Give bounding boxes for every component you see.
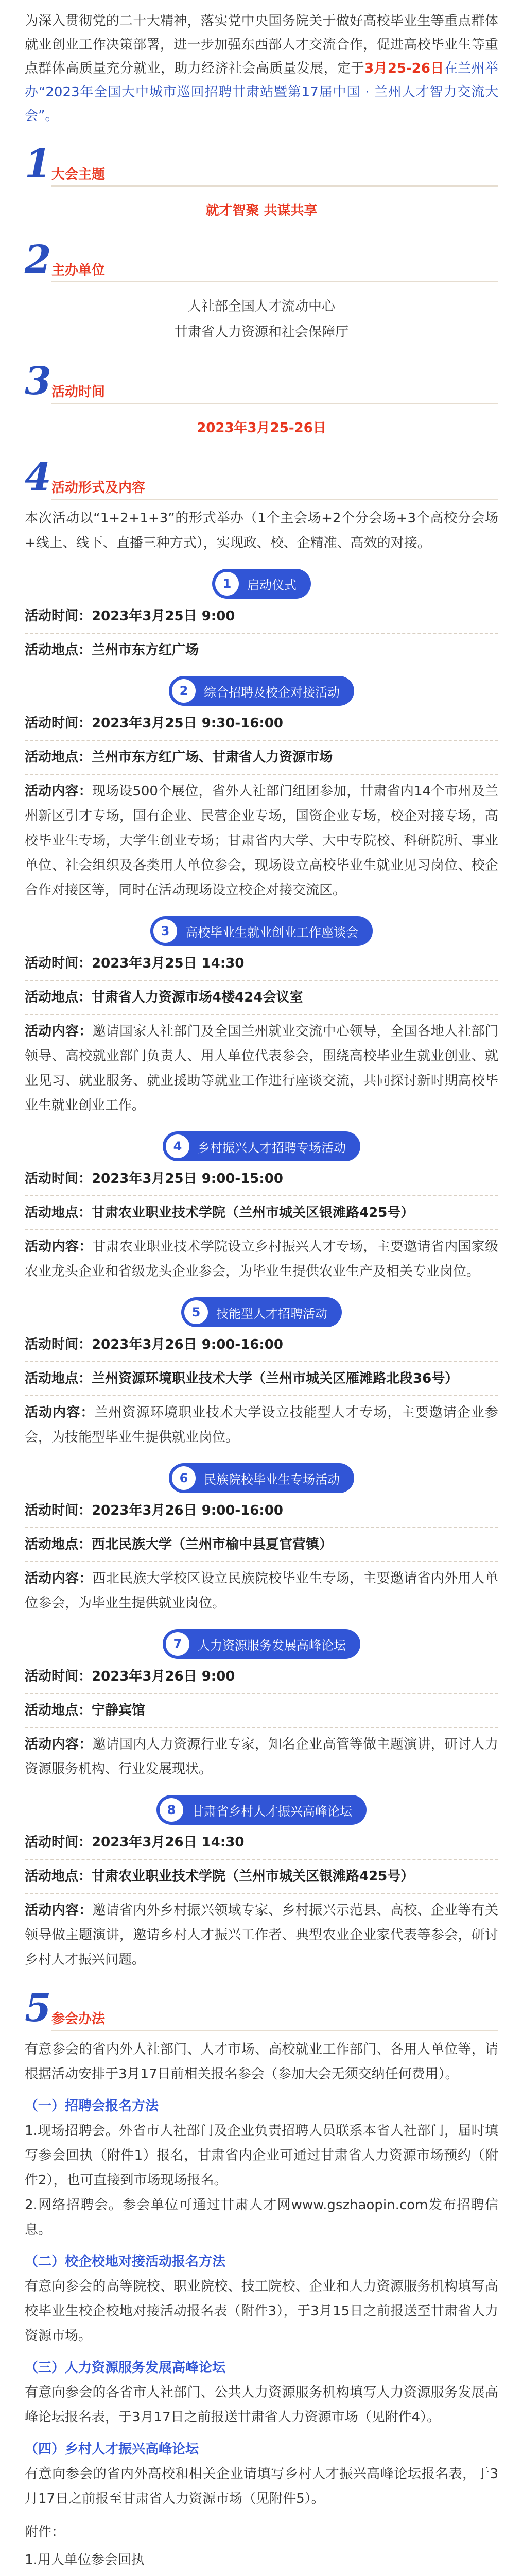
event-block	[25, 916, 498, 1118]
section-header-theme: 1 大会主题	[25, 143, 498, 193]
event-time: 活动时间：2023年3月26日 9:00-16:00	[25, 1337, 283, 1352]
join-sub-4: （四）乡村人才振兴高峰论坛	[25, 2442, 199, 2457]
event-title-pill	[163, 1629, 360, 1659]
event-place: 活动地点：西北民族大学（兰州市榆中县夏官营镇）	[25, 1537, 333, 1552]
attachments-title: 附件：	[25, 2524, 65, 2540]
event-desc: 活动内容：西北民族大学校区设立民族院校毕业生专场，主要邀请省内外用人单位参会，为毕业生提供就业岗位。	[25, 1571, 498, 1611]
intro-date-highlight: 3月25-26日	[364, 61, 444, 76]
join-sub-3: （三）人力资源服务发展高峰论坛	[25, 2360, 226, 2376]
event-number: 6	[172, 1466, 196, 1490]
event-title-pill	[156, 1795, 367, 1825]
section-header-organizers: 2 主办单位	[25, 239, 498, 289]
intro-tail: 在兰州举办“2023年全国大中城市巡回招聘甘肃站暨第17届中国 · 兰州人才智力交流大会”。	[25, 61, 498, 124]
organizer-2: 甘肃省人力资源和社会保障厅	[174, 325, 348, 340]
join-sub-4-text: 有意向参会的省内外高校和相关企业请填写乡村人才振兴高峰论坛报名表，于3月17日之前报至甘肃省人力资源市场（见附件5）。	[25, 2466, 498, 2506]
event-dates: 2023年3月25-26日	[197, 420, 326, 436]
section-header-time: 3 活动时间	[25, 361, 498, 410]
event-number: 2	[172, 679, 196, 703]
event-title-pill	[169, 676, 354, 706]
theme-block	[25, 198, 498, 224]
event-title: 高校毕业生就业创业工作座谈会	[185, 925, 358, 940]
event-block	[25, 1795, 498, 1972]
organizer-1: 人社部全国人才流动中心	[187, 299, 335, 314]
join-sub-1: （一）招聘会报名方法	[25, 2098, 159, 2114]
event-title: 甘肃省乡村人才振兴高峰论坛	[191, 1804, 352, 1819]
event-block	[25, 1131, 498, 1284]
event-place: 活动地点：兰州市东方红广场	[25, 642, 199, 658]
event-title: 技能型人才招聘活动	[216, 1306, 327, 1321]
event-time: 活动时间：2023年3月26日 14:30	[25, 1835, 245, 1850]
event-title: 综合招聘及校企对接活动	[204, 685, 340, 700]
event-title: 启动仪式	[247, 578, 297, 592]
event-number: 7	[166, 1632, 189, 1656]
event-block	[25, 1463, 498, 1616]
event-block	[25, 1629, 498, 1782]
event-time: 活动时间：2023年3月26日 9:00-16:00	[25, 1503, 283, 1518]
event-title: 民族院校毕业生专场活动	[204, 1472, 340, 1487]
event-place: 活动地点：甘肃农业职业技术学院（兰州市城关区银滩路425号）	[25, 1869, 414, 1884]
event-title-pill	[169, 1463, 354, 1493]
time-block	[25, 415, 498, 441]
event-time: 活动时间：2023年3月25日 14:30	[25, 956, 245, 971]
event-time: 活动时间：2023年3月25日 9:30-16:00	[25, 716, 283, 731]
event-desc: 活动内容：现场设500个展位，省外人社部门组团参加，甘肃省内14个市州及兰州新区引才专场，国有企业、民营企业专场，国资企业专场，校企对接专场，高校毕业生专场，大学生创业专场；甘肃省内大学、大中专院校、科研院所、事业单位、社会组织及各类用人单位参会，现场设立高校毕业生就业见习岗位、校企合作对接区等，同时在活动现场设立校企对接交流区。	[25, 784, 498, 898]
event-place: 活动地点：兰州市东方红广场、甘肃省人力资源市场	[25, 750, 333, 765]
event-desc: 活动内容：邀请国内人力资源行业专家，知名企业高管等做主题演讲，研讨人力资源服务机构、行业发展现状。	[25, 1737, 498, 1777]
intro-paragraph	[25, 0, 498, 128]
event-title-pill	[212, 569, 311, 599]
event-title: 乡村振兴人才招聘专场活动	[198, 1140, 346, 1155]
attachments-list	[25, 2518, 498, 2576]
event-desc: 活动内容：甘肃农业职业技术学院设立乡村振兴人才专场，主要邀请省内国家级农业龙头企业和省级龙头企业参会，为毕业生提供农业生产及相关专业岗位。	[25, 1239, 498, 1279]
join-sub-1-text: 1.现场招聘会。外省市人社部门及企业负责招聘人员联系本省人社部门，届时填写参会回执（附件1）报名，甘肃省内企业可通过甘肃省人力资源市场预约（附件2），也可直接到市场现场报名。	[25, 2123, 498, 2188]
event-number: 3	[153, 919, 177, 943]
event-place: 活动地点：甘肃农业职业技术学院（兰州市城关区银滩路425号）	[25, 1205, 414, 1221]
organizers-block	[25, 294, 498, 345]
attachment-item[interactable]: 1.用人单位参会回执	[25, 2552, 145, 2568]
event-place: 活动地点：甘肃省人力资源市场4楼424会议室	[25, 990, 303, 1005]
attachment-item[interactable]	[25, 2574, 498, 2576]
event-title-pill	[150, 916, 373, 946]
event-title-pill	[163, 1131, 360, 1161]
event-place: 活动地点：宁静宾馆	[25, 1703, 146, 1718]
event-time: 活动时间：2023年3月25日 9:00-15:00	[25, 1171, 283, 1187]
join-intro: 有意参会的省内外人社部门、人才市场、高校就业工作部门、各用人单位等，请根据活动安排于3月17日前相关报名参会（参加大会无须交纳任何费用）。	[25, 2042, 498, 2082]
section-header-join: 5 参会办法	[25, 1988, 498, 2037]
event-desc: 活动内容：邀请国家人社部门及全国兰州就业交流中心领导，全国各地人社部门领导、高校就业部门负责人、用人单位代表参会，围绕高校毕业生就业创业、就业见习、就业服务、就业援助等就业工作进行座谈交流，共同探讨新时期高校毕业生就业创业工作。	[25, 1024, 498, 1113]
event-block	[25, 1297, 498, 1450]
event-number: 1	[215, 572, 239, 596]
join-sub-2-text: 有意向参会的高等院校、职业院校、技工院校、企业和人力资源服务机构填写高校毕业生校企校地对接活动报名表（附件3），于3月15日之前报送至甘肃省人力资源市场。	[25, 2279, 498, 2344]
event-number: 5	[184, 1300, 208, 1324]
form-intro: 本次活动以“1+2+1+3”的形式举办（1个主会场+2个分会场+3个高校分会场+线上、线下、直播三种方式），实现政、校、企精准、高效的对接。	[25, 511, 498, 551]
join-sub-2: （二）校企校地对接活动报名方法	[25, 2254, 226, 2269]
event-time: 活动时间：2023年3月26日 9:00	[25, 1669, 235, 1684]
intro-text: 为深入贯彻党的二十大精神，落实党中央国务院关于做好高校毕业生等重点群体就业创业工作决策部署，进一步加强东西部人才交流合作，促进高校毕业生等重点群体高质量充分就业，助力经济社会高质量发展，定于	[25, 13, 498, 76]
event-block	[25, 569, 498, 663]
event-time: 活动时间：2023年3月25日 9:00	[25, 608, 235, 624]
event-number: 4	[166, 1134, 189, 1158]
theme-text: 就才智聚 共谋共享	[205, 203, 318, 218]
event-block	[25, 676, 498, 903]
join-sub-3-text: 有意向参会的各省市人社部门、公共人力资源服务机构填写人力资源服务发展高峰论坛报名表，于3月17日之前报送甘肃省人力资源市场（见附件4）。	[25, 2385, 498, 2425]
section-header-form: 4 活动形式及内容	[25, 456, 498, 506]
event-title: 人力资源服务发展高峰论坛	[198, 1638, 346, 1653]
event-desc: 活动内容：兰州资源环境职业技术大学设立技能型人才专场，主要邀请企业参会，为技能型毕业生提供就业岗位。	[25, 1405, 498, 1445]
event-title-pill	[181, 1297, 342, 1327]
event-desc: 活动内容：邀请省内外乡村振兴领域专家、乡村振兴示范县、高校、企业等有关领导做主题演讲，邀请乡村人才振兴工作者、典型农业企业家代表等参会，研讨乡村人才振兴问题。	[25, 1903, 498, 1968]
join-sub-1-text2: 2.网络招聘会。参会单位可通过甘肃人才网www.gszhaopin.com发布招聘信息。	[25, 2197, 498, 2238]
event-number: 8	[160, 1798, 183, 1822]
events-list	[25, 569, 498, 1972]
event-place: 活动地点：兰州资源环境职业技术大学（兰州市城关区雁滩路北段36号）	[25, 1371, 459, 1386]
